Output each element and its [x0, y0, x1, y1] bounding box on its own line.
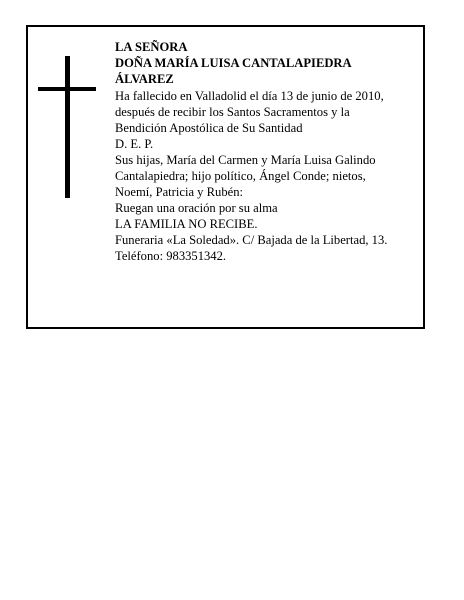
prayer-text: Ruegan una oración por su alma — [115, 201, 278, 215]
death-text-line-3: Bendición Apostólica de Su Santidad — [115, 121, 303, 135]
deceased-name-line-1: DOÑA MARÍA LUISA CANTALAPIEDRA — [115, 56, 352, 70]
cross-icon — [38, 56, 96, 198]
family-text-line-2: Cantalapiedra; hijo político, Ángel Conde; nietos, — [115, 169, 366, 183]
family-no-receive: LA FAMILIA NO RECIBE. — [115, 217, 258, 231]
funeral-home-line-1: Funeraria «La Soledad». C/ Bajada de la Libertad, 13. — [115, 233, 388, 247]
notice-heading: LA SEÑORA — [115, 40, 188, 54]
funeral-home-line-2: Teléfono: 983351342. — [115, 249, 227, 263]
family-text-line-1: Sus hijas, María del Carmen y María Luisa Galindo — [115, 153, 376, 167]
dep-text: D. E. P. — [115, 137, 154, 151]
death-text-line-1: Ha fallecido en Valladolid el día 13 de junio de 2010, — [115, 89, 384, 103]
notice-text — [115, 39, 420, 264]
family-text-line-3: Noemí, Patricia y Rubén: — [115, 185, 244, 199]
deceased-name-line-2: ÁLVAREZ — [115, 72, 174, 86]
cross-vertical-bar — [65, 56, 70, 198]
cross-horizontal-bar — [38, 87, 96, 91]
obituary-notice — [26, 25, 425, 329]
death-text-line-2: después de recibir los Santos Sacramentos y la — [115, 105, 350, 119]
